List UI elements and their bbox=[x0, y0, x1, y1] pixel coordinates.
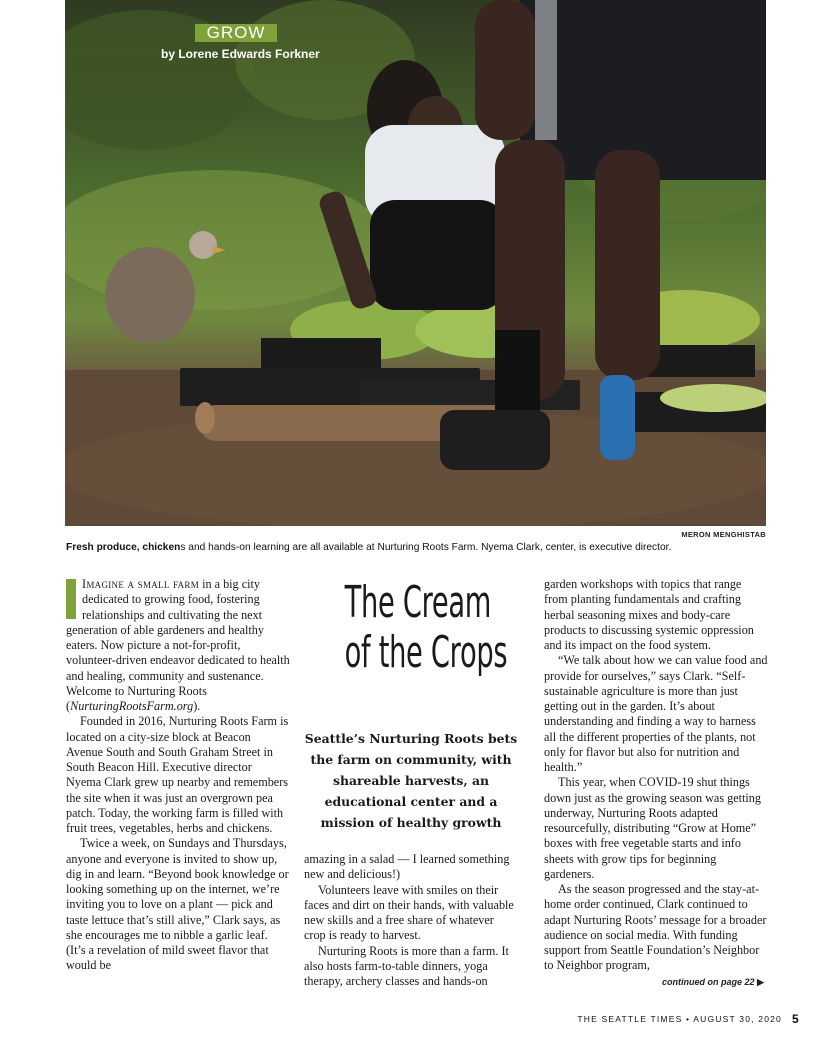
continued-jump-link[interactable] bbox=[662, 977, 764, 988]
paragraph bbox=[66, 577, 290, 714]
headline bbox=[344, 577, 508, 678]
continued-text: continued on page 22 bbox=[662, 977, 755, 987]
drop-cap-bar bbox=[66, 579, 76, 619]
arrow-right-icon: ▶ bbox=[757, 977, 764, 987]
paragraph: Volunteers leave with smiles on their faces and dirt on their hands, with valuable new skills and a free share of whatever crop is ready to harvest. bbox=[304, 882, 514, 943]
paragraph: This year, when COVID-19 shut things down just as the growing season was getting underway, Nurturing Roots adapted resourcefully, distributing “Grow at Home” boxes with free vegetable starts and info sheets with grow tips for beginning gardeners. bbox=[544, 775, 761, 881]
paragraph: Founded in 2016, Nurturing Roots Farm is located on a city-size block at Beacon Avenue South and South Graham Street in South Beacon Hill. Executive director Nyema Clark grew up nearby and remembers the site when it was just an overgrown pea patch. Today, the working farm is filled with fruit trees, vegetables, herbs and chickens. bbox=[66, 714, 289, 835]
feature-photo bbox=[65, 0, 766, 526]
paragraph: As the season progressed and the stay-at-home order continued, Clark continued to adapt Nurturing Roots’ message for a broader audience on social media. With funding support from Seattle Foundation’s Neighbor to Neighbor program, bbox=[544, 882, 767, 973]
lead-in: Imagine a small farm bbox=[82, 577, 200, 591]
paragraph-text: ). bbox=[193, 699, 201, 713]
byline: by Lorene Edwards Forkner bbox=[161, 47, 320, 61]
deck-subheadline: Seattle’s Nurturing Roots bets the farm on community, with shareable harvests, an educational center and a mission of healthy growth bbox=[304, 731, 518, 830]
photo-caption bbox=[66, 542, 766, 553]
paragraph-text: in a big city dedicated to growing food, fostering relationships and cultivating the next generation of able gardeners and healthy eaters. Now picture a not-for-profit, volunteer-driven endeavor dedicated to health and healing, community and sustenance. Welcome to Nurturing Roots ( bbox=[66, 577, 290, 713]
paragraph: Twice a week, on Sundays and Thursdays, anyone and everyone is invited to show up, dig in and learn. “Beyond book knowledge or looking something up on the internet, we’re inviting you to love on a plant — pick and taste lettuce that’s still alive,” Clark says, as she encourages me to nibble a garlic leaf. (It’s a revelation of mild sweet flavor that would be bbox=[66, 836, 289, 973]
article-column-3 bbox=[544, 577, 768, 974]
caption-body: s and hands-on learning are all available at Nurturing Roots Farm. Nyema Clark, center, is executive director. bbox=[180, 542, 672, 553]
section-tag-grow: GROW bbox=[195, 24, 277, 42]
paragraph: Nurturing Roots is more than a farm. It also hosts farm-to-table dinners, yoga therapy, archery classes and hands-on bbox=[304, 943, 509, 988]
headline-line-2: of the Crops bbox=[344, 627, 508, 678]
paragraph: “We talk about how we can value food and provide for ourselves,” says Clark. “Self-sustainable agriculture is more than just getting out in the garden. It’s about understanding and finding a way to harness all the different properties of the plants, not only for flavor but also for nutrition and health.” bbox=[544, 653, 768, 774]
page-number: 5 bbox=[792, 1012, 799, 1026]
garden-scene-illustration bbox=[65, 0, 766, 526]
article-column-2 bbox=[304, 852, 518, 989]
website-link[interactable]: NurturingRootsFarm.org bbox=[70, 699, 194, 713]
footer-publication: THE SEATTLE TIMES • AUGUST 30, 2020 bbox=[577, 1014, 782, 1024]
headline-line-1: The Cream bbox=[344, 577, 492, 628]
article-column-1 bbox=[66, 577, 290, 974]
paragraph: garden workshops with topics that range from planting fundamentals and crafting herbal seasoning mixes and body-care products to discussing systemic oppression and its impact on the food system. bbox=[544, 577, 754, 652]
photo-credit: MERON MENGHISTAB bbox=[681, 530, 766, 539]
paragraph: amazing in a salad — I learned something new and delicious!) bbox=[304, 852, 510, 882]
caption-lead: Fresh produce, chicken bbox=[66, 542, 181, 553]
